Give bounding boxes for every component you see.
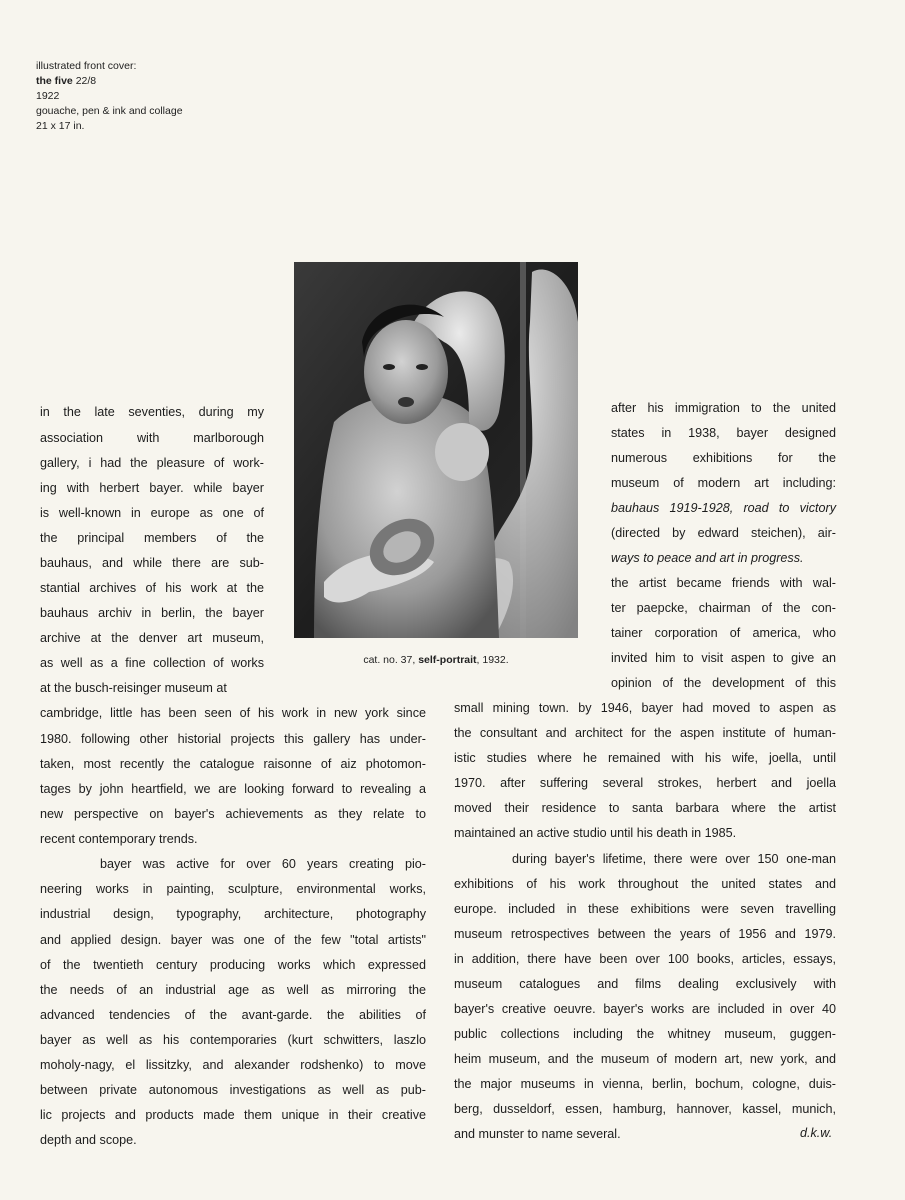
self-portrait-photo: [294, 262, 578, 638]
cover-caption-year: 1922: [36, 90, 60, 102]
left-line-24: advanced tendencies of the avant-garde. the abilities of: [40, 1008, 426, 1022]
right-line-14: istic studies where he remained with his wife, joella, until: [454, 751, 836, 765]
right-line-1: states in 1938, bayer designed: [611, 426, 836, 440]
right-line-6-italic: ways to peace and art in progress.: [611, 551, 804, 565]
right-line-28: berg, dusseldorf, essen, hamburg, hannover, kassel, munich,: [454, 1102, 836, 1116]
right-line-24: bayer's creative oeuvre. bayer's works are included in over 40: [454, 1002, 836, 1016]
left-line-25: bayer as well as his contemporaries (kurt schwitters, laszlo: [40, 1033, 426, 1047]
right-line-25: public collections including the whitney museum, guggen-: [454, 1027, 836, 1041]
cover-caption-title: the five: [36, 75, 73, 87]
right-line-13: the consultant and architect for the aspen institute of human-: [454, 726, 836, 740]
left-line-7: stantial archives of his work at the: [40, 581, 264, 595]
left-line-5: the principal members of the: [40, 531, 264, 545]
left-line-16: new perspective on bayer's achievements as they relate to: [40, 807, 426, 821]
cover-caption: [36, 59, 183, 134]
left-line-9: archive at the denver art museum,: [40, 631, 264, 645]
left-line-15: tages by john heartfield, we are looking forward to revealing a: [40, 782, 426, 796]
right-line-15: 1970. after suffering several strokes, herbert and joella: [454, 776, 836, 790]
right-line-6: [611, 550, 836, 566]
right-line-22: in addition, there have been over 100 books, articles, essays,: [454, 952, 836, 966]
left-line-6: bauhaus, and while there are sub-: [40, 556, 264, 570]
left-line-3: ing with herbert bayer. while bayer: [40, 481, 264, 495]
signature: d.k.w.: [800, 1126, 833, 1140]
right-line-12: small mining town. by 1946, bayer had moved to aspen as: [454, 701, 836, 715]
left-line-2: gallery, i had the pleasure of work-: [40, 456, 264, 470]
left-line-22: of the twentieth century producing works which expressed: [40, 958, 426, 972]
right-line-27: the major museums in vienna, berlin, bochum, cologne, duis-: [454, 1077, 836, 1091]
left-line-23: the needs of an industrial age as well as mirroring the: [40, 983, 426, 997]
left-line-26: moholy-nagy, el lissitzky, and alexander rodshenko) to move: [40, 1058, 426, 1072]
left-line-27: between private autonomous investigations as well as pub-: [40, 1083, 426, 1097]
photo-caption: [294, 654, 578, 666]
cover-caption-title-line: [36, 74, 183, 89]
left-line-4: is well-known in europe as one of: [40, 506, 264, 520]
photo-caption-prefix: cat. no. 37,: [363, 654, 419, 666]
right-line-11: opinion of the development of this: [611, 676, 836, 690]
left-line-29: depth and scope.: [40, 1133, 137, 1147]
cover-caption-label: illustrated front cover:: [36, 60, 137, 72]
right-line-16: moved their residence to santa barbara where the artist: [454, 801, 836, 815]
photo-caption-suffix: , 1932.: [476, 654, 509, 666]
right-line-9: tainer corporation of america, who: [611, 626, 836, 640]
right-line-7: the artist became friends with wal-: [611, 576, 836, 590]
left-line-19: neering works in painting, sculpture, environmental works,: [40, 882, 426, 896]
right-line-19: exhibitions of his work throughout the united states and: [454, 877, 836, 891]
left-line-12: cambridge, little has been seen of his work in new york since: [40, 706, 426, 720]
left-line-18: bayer was active for over 60 years creating pio-: [100, 857, 426, 871]
right-line-8: ter paepcke, chairman of the con-: [611, 601, 836, 615]
right-line-4: [611, 500, 836, 516]
right-line-3: museum of modern art including:: [611, 476, 836, 490]
cover-caption-number: 22/8: [75, 75, 97, 87]
right-line-17: maintained an active studio until his death in 1985.: [454, 826, 737, 840]
right-line-10: invited him to visit aspen to give an: [611, 651, 836, 665]
left-line-1: association with marlborough: [40, 431, 264, 445]
right-line-18: during bayer's lifetime, there were over 150 one-man: [512, 852, 836, 866]
left-line-28: lic projects and products made them unique in their creative: [40, 1108, 426, 1122]
right-line-4-italic: bauhaus 1919-1928, road to victory: [611, 501, 836, 515]
cover-caption-medium: gouache, pen & ink and collage: [36, 105, 183, 117]
left-line-0: in the late seventies, during my: [40, 405, 264, 419]
cover-caption-size: 21 x 17 in.: [36, 120, 85, 132]
left-line-11: at the busch-reisinger museum at: [40, 681, 227, 695]
left-line-17: recent contemporary trends.: [40, 832, 198, 846]
self-portrait-image: [294, 262, 578, 638]
right-line-2: numerous exhibitions for the: [611, 451, 836, 465]
photo-caption-title: self-portrait: [418, 654, 477, 666]
left-line-10: as well as a fine collection of works: [40, 656, 264, 670]
right-line-0: after his immigration to the united: [611, 401, 836, 415]
right-line-26: heim museum, and the museum of modern art, new york, and: [454, 1052, 836, 1066]
right-line-29: and munster to name several.: [454, 1127, 621, 1141]
right-line-20: europe. included in these exhibitions were seven travelling: [454, 902, 836, 916]
left-line-8: bauhaus archiv in berlin, the bayer: [40, 606, 264, 620]
right-line-21: museum retrospectives between the years of 1956 and 1979.: [454, 927, 836, 941]
right-line-23: museum catalogues and films dealing exclusively with: [454, 977, 836, 991]
left-line-21: and applied design. bayer was one of the few "total artists": [40, 933, 426, 947]
left-line-13: 1980. following other historial projects this gallery has under-: [40, 732, 426, 746]
left-line-14: taken, most recently the catalogue raisonne of aiz photomon-: [40, 757, 426, 771]
right-line-5: (directed by edward steichen), air-: [611, 526, 836, 540]
left-line-20: industrial design, typography, architecture, photography: [40, 907, 426, 921]
